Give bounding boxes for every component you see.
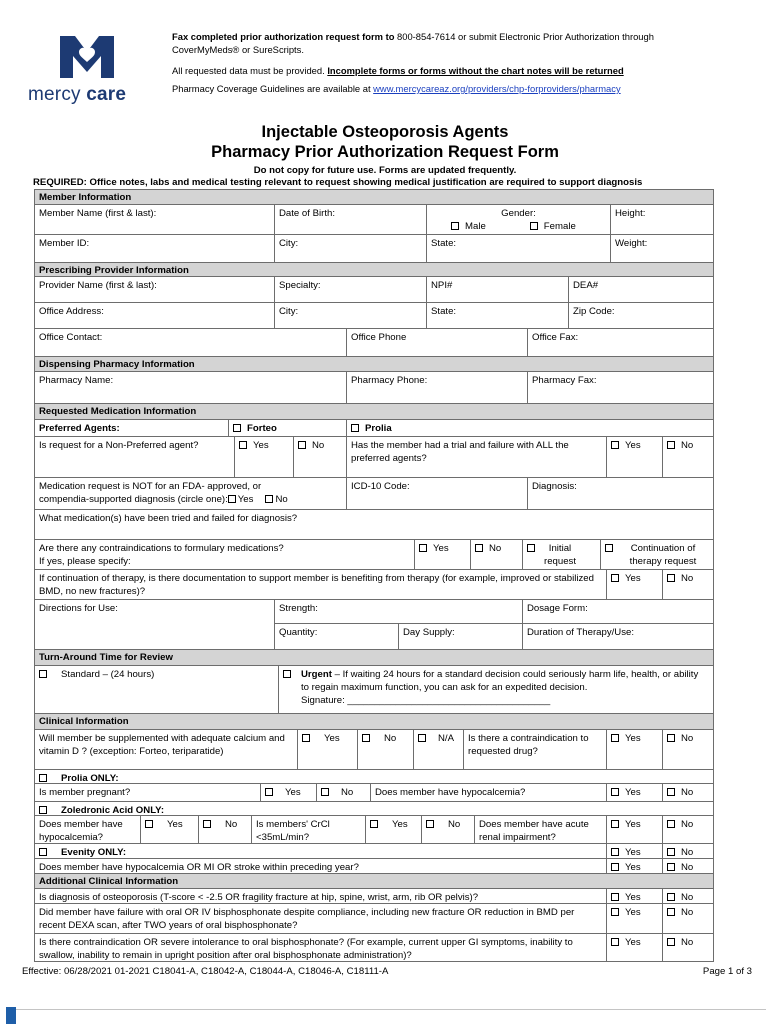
standard-checkbox[interactable]	[39, 670, 47, 678]
office-contact-field[interactable]: Office Contact:	[34, 328, 346, 356]
yes-label: Yes	[253, 440, 269, 451]
section-medication: Requested Medication Information	[34, 403, 714, 419]
urgent-text: Urgent – If waiting 24 hours for a standard decision could seriously harm life, health, or ability to regain maximum function, you can ask for an expedited decision. Signature: ______________________________________	[301, 668, 706, 711]
initial-label: Initial request	[544, 543, 576, 567]
page-edge-marker	[6, 1007, 16, 1024]
contra-drug-no[interactable]	[662, 729, 714, 769]
authorization-form	[34, 189, 714, 962]
bisphosphonate-failure-question: Did member have failure with oral OR IV bisphosphonate despite compliance, including new fracture OR reduction in BMD per recent DEXA scan, after TWO years of oral bisphosphonate?	[34, 903, 606, 933]
bisph-contra-yes-checkbox[interactable]	[611, 938, 619, 946]
no-label: No	[681, 862, 694, 873]
zoledronic-only-label: Zoledronic Acid ONLY:	[61, 805, 165, 816]
fax-instructions: Fax completed prior authorization request form to 800-854-7614 or submit Electronic Prior Authorization through	[172, 31, 654, 42]
contra-drug-yes-checkbox[interactable]	[611, 734, 619, 742]
icd10-field[interactable]: ICD-10 Code:	[346, 477, 527, 509]
hypocal-yes-checkbox[interactable]	[611, 788, 619, 796]
crcl-question: Is members' CrCl <35mL/min?	[251, 815, 365, 843]
bisph-fail-no[interactable]	[662, 903, 714, 933]
renal-question: Does member have acute renal impairment?	[474, 815, 606, 843]
pregnant-no-checkbox[interactable]	[321, 788, 329, 796]
no-label: No	[681, 937, 694, 948]
directions-field[interactable]: Directions for Use:	[34, 599, 274, 649]
zoled-hypocal-no-checkbox[interactable]	[203, 820, 211, 828]
evenity-no-checkbox[interactable]	[667, 848, 675, 856]
supp-na-checkbox[interactable]	[418, 734, 426, 742]
supp-yes[interactable]	[297, 729, 357, 769]
logo-m-icon	[57, 32, 117, 82]
yes-label: Yes	[625, 733, 641, 744]
member-gender-field	[426, 204, 610, 234]
nonpreferred-no-checkbox[interactable]	[298, 441, 306, 449]
supplement-question: Will member be supplemented with adequate calcium and vitamin D ? (exception: Forteo, teriparatide)	[34, 729, 297, 769]
section-member: Member Information	[34, 189, 714, 204]
page-divider	[6, 1009, 766, 1010]
fax-instructions-2: CoverMyMeds® or SureScripts.	[172, 44, 304, 55]
contra-line1: Are there any contraindications to formulary medications?	[39, 543, 284, 554]
contra-no-checkbox[interactable]	[475, 544, 483, 552]
prolia-checkbox[interactable]	[351, 424, 359, 432]
renal-yes-checkbox[interactable]	[611, 820, 619, 828]
benefit-question: If continuation of therapy, is there documentation to support member is benefiting from therapy (for example, improved or stabilized BMD, no new fractures)?	[34, 569, 606, 599]
osteo-no-checkbox[interactable]	[667, 893, 675, 901]
contra-drug-no-checkbox[interactable]	[667, 734, 675, 742]
hypocal-no[interactable]	[662, 783, 714, 801]
bisph-fail-yes-checkbox[interactable]	[611, 908, 619, 916]
supp-no[interactable]	[357, 729, 413, 769]
provider-name-field[interactable]: Provider Name (first & last):	[34, 276, 274, 302]
section-pharmacy: Dispensing Pharmacy Information	[34, 356, 714, 371]
osteo-yes[interactable]	[606, 888, 662, 903]
section-clinical: Clinical Information	[34, 713, 714, 729]
strength-field[interactable]: Strength:	[274, 599, 522, 623]
member-city-field[interactable]: City:	[274, 234, 426, 262]
logo-wordmark: mercy care	[28, 84, 127, 105]
renal-yes[interactable]	[606, 815, 662, 843]
effective-date: Effective: 06/28/2021 01-2021 C18041-A, C18042-A, C18044-A, C18046-A, C18111-A	[22, 966, 389, 977]
zoled-hypocal-question: Does member have hypocalcemia?	[34, 815, 140, 843]
na-label: N/A	[438, 733, 454, 744]
form-subtitle: Pharmacy Prior Authorization Request Form	[211, 143, 559, 161]
pharmacy-phone-field[interactable]: Pharmacy Phone:	[346, 371, 527, 403]
no-label: No	[489, 543, 502, 554]
no-label: No	[681, 787, 694, 798]
no-label: No	[681, 907, 694, 918]
pharmacy-fax-field[interactable]: Pharmacy Fax:	[527, 371, 714, 403]
contra-drug-question: Is there a contraindication to requested drug?	[463, 729, 606, 769]
copy-notice: Do not copy for future use. Forms are updated frequently.	[253, 165, 517, 176]
contra-no[interactable]	[470, 539, 522, 569]
member-dob-field[interactable]: Date of Birth:	[274, 204, 426, 234]
duration-field[interactable]: Duration of Therapy/Use:	[522, 623, 714, 649]
mi-stroke-question: Does member have hypocalcemia OR MI OR stroke within preceding year?	[34, 858, 606, 873]
yes-label: Yes	[237, 494, 254, 505]
yes-label: Yes	[625, 847, 641, 858]
bisph-contra-no-checkbox[interactable]	[667, 938, 675, 946]
pharmacy-name-field[interactable]: Pharmacy Name:	[34, 371, 346, 403]
contra-yes[interactable]	[414, 539, 470, 569]
fda-question	[34, 477, 346, 509]
urgent-option[interactable]	[278, 665, 714, 713]
preferred-agents-label: Preferred Agents:	[34, 419, 228, 436]
no-label: No	[681, 847, 694, 858]
yes-label: Yes	[625, 440, 641, 451]
crcl-no-checkbox[interactable]	[426, 820, 434, 828]
prolia-only-checkbox[interactable]	[39, 774, 47, 782]
benefit-yes[interactable]	[606, 569, 662, 599]
provider-npi-field[interactable]: NPI#	[426, 276, 568, 302]
mi-yes[interactable]	[606, 858, 662, 873]
no-label: No	[275, 494, 288, 505]
yes-label: Yes	[625, 862, 641, 873]
fda-no-checkbox[interactable]	[265, 495, 273, 503]
renal-no[interactable]	[662, 815, 714, 843]
member-id-field[interactable]: Member ID:	[34, 234, 274, 262]
no-label: No	[681, 733, 694, 744]
pregnant-question: Is member pregnant?	[34, 783, 260, 801]
yes-label: Yes	[392, 819, 408, 830]
bisph-fail-no-checkbox[interactable]	[667, 908, 675, 916]
yes-label: Yes	[625, 819, 641, 830]
section-prescriber: Prescribing Provider Information	[34, 262, 714, 276]
crcl-yes[interactable]	[365, 815, 421, 843]
guidelines-link[interactable]: www.mercycareaz.org/providers/chp-forproviders/pharmacy	[373, 83, 621, 94]
no-label: No	[448, 819, 461, 830]
benefit-yes-checkbox[interactable]	[611, 574, 619, 582]
no-label: No	[681, 892, 694, 903]
trial-yes-checkbox[interactable]	[611, 441, 619, 449]
mi-no[interactable]	[662, 858, 714, 873]
no-label: No	[681, 573, 694, 584]
bisph-fail-yes[interactable]	[606, 903, 662, 933]
hypocalcemia-question: Does member have hypocalcemia?	[370, 783, 606, 801]
data-required-notice: All requested data must be provided. Incomplete forms or forms without the chart notes will be returned	[172, 65, 624, 76]
contraindications-question	[34, 539, 414, 569]
member-weight-field[interactable]: Weight:	[610, 234, 714, 262]
gender-label: Gender:	[501, 208, 536, 219]
male-checkbox[interactable]	[451, 222, 459, 230]
evenity-only-label: Evenity ONLY:	[61, 847, 127, 858]
evenity-yes-checkbox[interactable]	[611, 848, 619, 856]
benefit-no[interactable]	[662, 569, 714, 599]
fda-question-line1: Medication request is NOT for an FDA- approved, or	[39, 481, 262, 492]
prolia-label: Prolia	[365, 423, 392, 434]
mi-yes-checkbox[interactable]	[611, 863, 619, 871]
contra-drug-yes[interactable]	[606, 729, 662, 769]
signature-line[interactable]: Signature: ______________________________________	[301, 695, 551, 706]
contra-yes-checkbox[interactable]	[419, 544, 427, 552]
zoledronic-only-checkbox[interactable]	[39, 806, 47, 814]
member-name-field[interactable]: Member Name (first & last):	[34, 204, 274, 234]
evenity-only-checkbox[interactable]	[39, 848, 47, 856]
yes-label: Yes	[625, 892, 641, 903]
evenity-no[interactable]	[662, 843, 714, 858]
required-notice: REQUIRED: Office notes, labs and medical testing relevant to request showing medical justification are required to support diagnosis	[33, 177, 643, 188]
zoledronic-only-option[interactable]	[34, 801, 714, 815]
male-label: Male	[465, 221, 486, 232]
no-label: No	[312, 440, 325, 451]
no-label: No	[681, 440, 694, 451]
yes-label: Yes	[167, 819, 183, 830]
member-height-field[interactable]: Height:	[610, 204, 714, 234]
section-turnaround: Turn-Around Time for Review	[34, 649, 714, 665]
guidelines-notice: Pharmacy Coverage Guidelines are available at www.mercycareaz.org/providers/chp-forproviders/pharmacy	[172, 83, 621, 94]
no-label: No	[384, 733, 397, 744]
page-number: Page 1 of 3	[702, 966, 752, 977]
contra-line2: If yes, please specify:	[39, 556, 131, 567]
continuation-checkbox[interactable]	[605, 544, 613, 552]
quantity-field[interactable]: Quantity:	[274, 623, 398, 649]
standard-label: Standard – (24 hours)	[61, 669, 155, 680]
pregnant-no[interactable]	[316, 783, 370, 801]
hypocal-yes[interactable]	[606, 783, 662, 801]
section-additional: Additional Clinical Information	[34, 873, 714, 888]
standard-option[interactable]	[34, 665, 278, 713]
osteo-yes-checkbox[interactable]	[611, 893, 619, 901]
osteoporosis-question: Is diagnosis of osteoporosis (T-score < -2.5 OR fragility fracture at hip, spine, wrist, arm, rib OR pelvis)?	[34, 888, 606, 903]
yes-label: Yes	[433, 543, 449, 554]
diagnosis-field[interactable]: Diagnosis:	[527, 477, 714, 509]
fda-yes-checkbox[interactable]	[228, 495, 236, 503]
continuation-option[interactable]	[600, 539, 714, 569]
trial-no[interactable]	[662, 436, 714, 477]
continuation-label: Continuation of therapy request	[629, 543, 697, 567]
urgent-checkbox[interactable]	[283, 670, 291, 678]
no-label: No	[225, 819, 238, 830]
fda-question-line2: compendia-supported diagnosis (circle one):	[39, 494, 228, 505]
pregnant-yes-checkbox[interactable]	[265, 788, 273, 796]
initial-request-option[interactable]	[522, 539, 600, 569]
tried-failed-field[interactable]: What medication(s) have been tried and failed for diagnosis?	[34, 509, 714, 539]
nonpreferred-no[interactable]	[293, 436, 346, 477]
evenity-yes[interactable]	[606, 843, 662, 858]
trial-yes[interactable]	[606, 436, 662, 477]
office-address-field[interactable]: Office Address:	[34, 302, 274, 328]
office-state-field[interactable]: State:	[426, 302, 568, 328]
mercy-care-logo	[24, 32, 142, 106]
pregnant-yes[interactable]	[260, 783, 316, 801]
yes-label: Yes	[625, 907, 641, 918]
supp-yes-checkbox[interactable]	[302, 734, 310, 742]
zoled-hypocal-yes[interactable]	[140, 815, 198, 843]
office-city-field[interactable]: City:	[274, 302, 426, 328]
zoled-hypocal-yes-checkbox[interactable]	[145, 820, 153, 828]
trial-failure-question: Has the member had a trial and failure with ALL the preferred agents?	[346, 436, 606, 477]
renal-no-checkbox[interactable]	[667, 820, 675, 828]
nonpreferred-yes-checkbox[interactable]	[239, 441, 247, 449]
yes-label: Yes	[324, 733, 340, 744]
office-phone-field[interactable]: Office Phone	[346, 328, 527, 356]
yes-label: Yes	[285, 787, 301, 798]
yes-label: Yes	[625, 573, 641, 584]
forteo-option[interactable]	[228, 419, 346, 436]
office-fax-field[interactable]: Office Fax:	[527, 328, 714, 356]
bisph-contra-yes[interactable]	[606, 933, 662, 962]
prolia-option[interactable]	[346, 419, 714, 436]
crcl-yes-checkbox[interactable]	[370, 820, 378, 828]
evenity-only-option[interactable]	[34, 843, 606, 858]
supp-na[interactable]	[413, 729, 463, 769]
office-zip-field[interactable]: Zip Code:	[568, 302, 714, 328]
hypocal-no-checkbox[interactable]	[667, 788, 675, 796]
initial-checkbox[interactable]	[527, 544, 535, 552]
prolia-only-option[interactable]	[34, 769, 714, 783]
no-label: No	[341, 787, 354, 798]
female-checkbox[interactable]	[530, 222, 538, 230]
bisphosphonate-contra-question: Is there contraindication OR severe intolerance to oral bisphosphonate? (For example, current upper GI symptoms, inability to swallow, inability to remain in upright position after oral bisphosphonate administration)?	[34, 933, 606, 962]
zoled-hypocal-no[interactable]	[198, 815, 251, 843]
nonpreferred-question: Is request for a Non-Preferred agent?	[34, 436, 234, 477]
yes-label: Yes	[625, 787, 641, 798]
dosage-form-field[interactable]: Dosage Form:	[522, 599, 714, 623]
crcl-no[interactable]	[421, 815, 474, 843]
forteo-checkbox[interactable]	[233, 424, 241, 432]
female-label: Female	[543, 221, 576, 232]
supp-no-checkbox[interactable]	[362, 734, 370, 742]
nonpreferred-yes[interactable]	[234, 436, 293, 477]
trial-no-checkbox[interactable]	[667, 441, 675, 449]
member-state-field[interactable]: State:	[426, 234, 610, 262]
benefit-no-checkbox[interactable]	[667, 574, 675, 582]
day-supply-field[interactable]: Day Supply:	[398, 623, 522, 649]
form-title: Injectable Osteoporosis Agents	[261, 123, 509, 141]
forteo-label: Forteo	[247, 423, 277, 434]
provider-dea-field[interactable]: DEA#	[568, 276, 714, 302]
mi-no-checkbox[interactable]	[667, 863, 675, 871]
bisph-contra-no[interactable]	[662, 933, 714, 962]
yes-label: Yes	[625, 937, 641, 948]
osteo-no[interactable]	[662, 888, 714, 903]
no-label: No	[681, 819, 694, 830]
provider-specialty-field[interactable]: Specialty:	[274, 276, 426, 302]
prolia-only-label: Prolia ONLY:	[61, 773, 119, 784]
